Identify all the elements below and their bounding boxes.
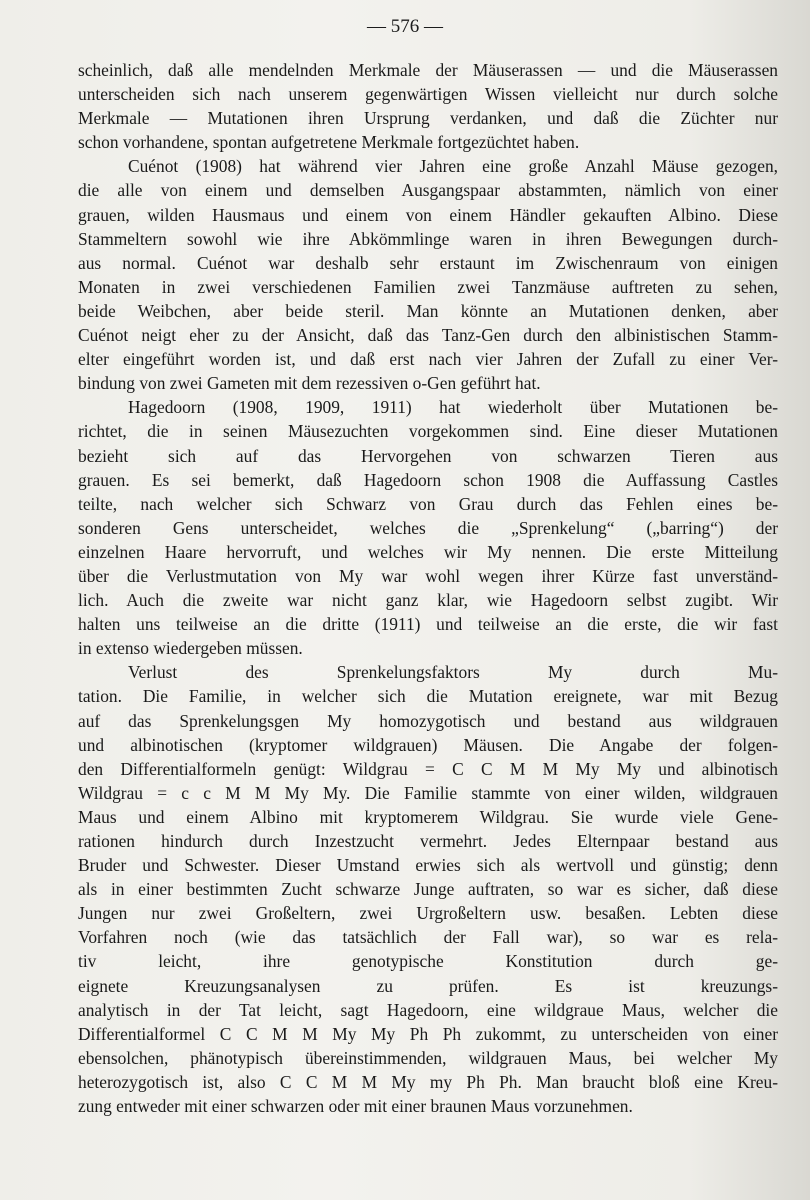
- paragraph: [78, 660, 778, 1118]
- text-line: Cuénot (1908) hat während vier Jahren eine große Anzahl Mäuse gezogen,: [128, 156, 778, 177]
- text-line: Wildgrau = c c M M My My. Die Familie stammte von einer wilden, wildgrauen: [78, 782, 778, 803]
- text-line: tation. Die Familie, in welcher sich die Mutation ereignete, war mit Bezug: [78, 686, 778, 707]
- text-line: lich. Auch die zweite war nicht ganz klar, wie Hagedoorn selbst zugibt. Wir: [78, 590, 778, 611]
- paragraph: [78, 154, 778, 395]
- text-line: analytisch in der Tat leicht, sagt Hagedoorn, eine wildgraue Maus, welcher die: [78, 999, 778, 1020]
- text-line: teilte, nach welcher sich Schwarz von Grau durch das Fehlen eines be-: [78, 493, 778, 514]
- text-line: Differentialformel C C M M My My Ph Ph zukommt, zu unterscheiden von einer: [78, 1023, 778, 1044]
- text-line: eignete Kreuzungsanalysen zu prüfen. Es ist kreuzungs-: [78, 975, 778, 996]
- text-line: sonderen Gens unterscheidet, welches die „Sprenkelung“ („barring“) der: [78, 517, 778, 538]
- text-line: tiv leicht, ihre genotypische Konstitution durch ge-: [78, 951, 778, 972]
- text-line: ebensolchen, phänotypisch übereinstimmenden, wildgrauen Maus, bei welcher My: [78, 1047, 778, 1068]
- text-line: rationen hindurch durch Inzestzucht vermehrt. Jedes Elternpaar bestand aus: [78, 831, 778, 851]
- text-line: als in einer bestimmten Zucht schwarze Junge auftraten, so war es sicher, daß diese: [78, 879, 778, 900]
- text-line: aus normal. Cuénot war deshalb sehr erstaunt im Zwischenraum von einigen: [78, 252, 778, 273]
- text-line: unterscheiden sich nach unserem gegenwärtigen Wissen vielleicht nur durch solche: [78, 84, 778, 105]
- text-line: bindung von zwei Gameten mit dem rezessiven o-Gen geführt hat.: [78, 373, 541, 394]
- text-line: Vorfahren noch (wie das tatsächlich der Fall war), so war es rela-: [78, 927, 778, 948]
- paragraph: [78, 395, 778, 660]
- text-line: einzelnen Haare hervorruft, und welches wir My nennen. Die erste Mitteilung: [78, 541, 778, 562]
- text-line: Merkmale — Mutationen ihren Ursprung verdanken, und daß die Züchter nur: [78, 108, 778, 129]
- text-line: scheinlich, daß alle mendelnden Merkmale der Mäuserassen — und die Mäuserassen: [78, 60, 778, 80]
- text-line: über die Verlustmutation von My war wohl wegen ihrer Kürze fast unverständ-: [78, 565, 778, 586]
- text-line: elter eingeführt worden ist, und daß erst nach vier Jahren der Zufall zu einer Ver-: [78, 349, 778, 370]
- text-line: halten uns teilweise an die dritte (1911) und teilweise an die erste, die wir fast: [78, 614, 778, 635]
- text-line: heterozygotisch ist, also C C M M My my Ph Ph. Man braucht bloß eine Kreu-: [78, 1071, 778, 1092]
- text-line: beide Weibchen, aber beide steril. Man könnte an Mutationen denken, aber: [78, 300, 778, 321]
- paragraph: [78, 58, 778, 154]
- text-line: Bruder und Schwester. Dieser Umstand erwies sich als wertvoll und günstig; denn: [78, 855, 778, 876]
- text-line: und albinotischen (kryptomer wildgrauen) Mäusen. Die Angabe der folgen-: [78, 734, 778, 755]
- text-line: Stammeltern sowohl wie ihre Abkömmlinge waren in ihren Bewegungen durch-: [78, 228, 778, 249]
- text-line: Verlust des Sprenkelungsfaktors My durch Mu-: [128, 662, 778, 683]
- text-line: in extenso wiedergeben müssen.: [78, 638, 303, 659]
- text-line: grauen, wilden Hausmaus und einem von einem Händler gekauften Albino. Diese: [78, 204, 778, 225]
- text-line: die alle von einem und demselben Ausgangspaar abstammten, nämlich von einer: [78, 180, 778, 201]
- text-line: grauen. Es sei bemerkt, daß Hagedoorn schon 1908 die Auffassung Castles: [78, 469, 778, 490]
- text-line: Jungen nur zwei Großeltern, zwei Urgroßeltern usw. besaßen. Lebten diese: [78, 903, 778, 924]
- text-line: richtet, die in seinen Mäusezuchten vorgekommen sind. Eine dieser Mutationen: [78, 421, 778, 442]
- text-line: Monaten in zwei verschiedenen Familien zwei Tanzmäuse auftreten zu sehen,: [78, 276, 778, 297]
- text-line: Hagedoorn (1908, 1909, 1911) hat wiederholt über Mutationen be-: [128, 397, 778, 418]
- page-number: — 576 —: [367, 16, 443, 37]
- text-line: Maus und einem Albino mit kryptomerem Wildgrau. Sie wurde viele Gene-: [78, 806, 778, 827]
- text-line: den Differentialformeln genügt: Wildgrau = C C M M My My und albinotisch: [78, 758, 778, 779]
- body-text: [78, 58, 778, 1118]
- text-line: Cuénot neigt eher zu der Ansicht, daß das Tanz-Gen durch den albinistischen Stamm-: [78, 325, 778, 346]
- text-line: zung entweder mit einer schwarzen oder mit einer braunen Maus vorzunehmen.: [78, 1096, 633, 1117]
- text-line: auf das Sprenkelungsgen My homozygotisch und bestand aus wildgrauen: [78, 710, 778, 731]
- text-line: bezieht sich auf das Hervorgehen von schwarzen Tieren aus: [78, 445, 778, 466]
- text-line: schon vorhandene, spontan aufgetretene Merkmale fortgezüchtet haben.: [78, 132, 580, 153]
